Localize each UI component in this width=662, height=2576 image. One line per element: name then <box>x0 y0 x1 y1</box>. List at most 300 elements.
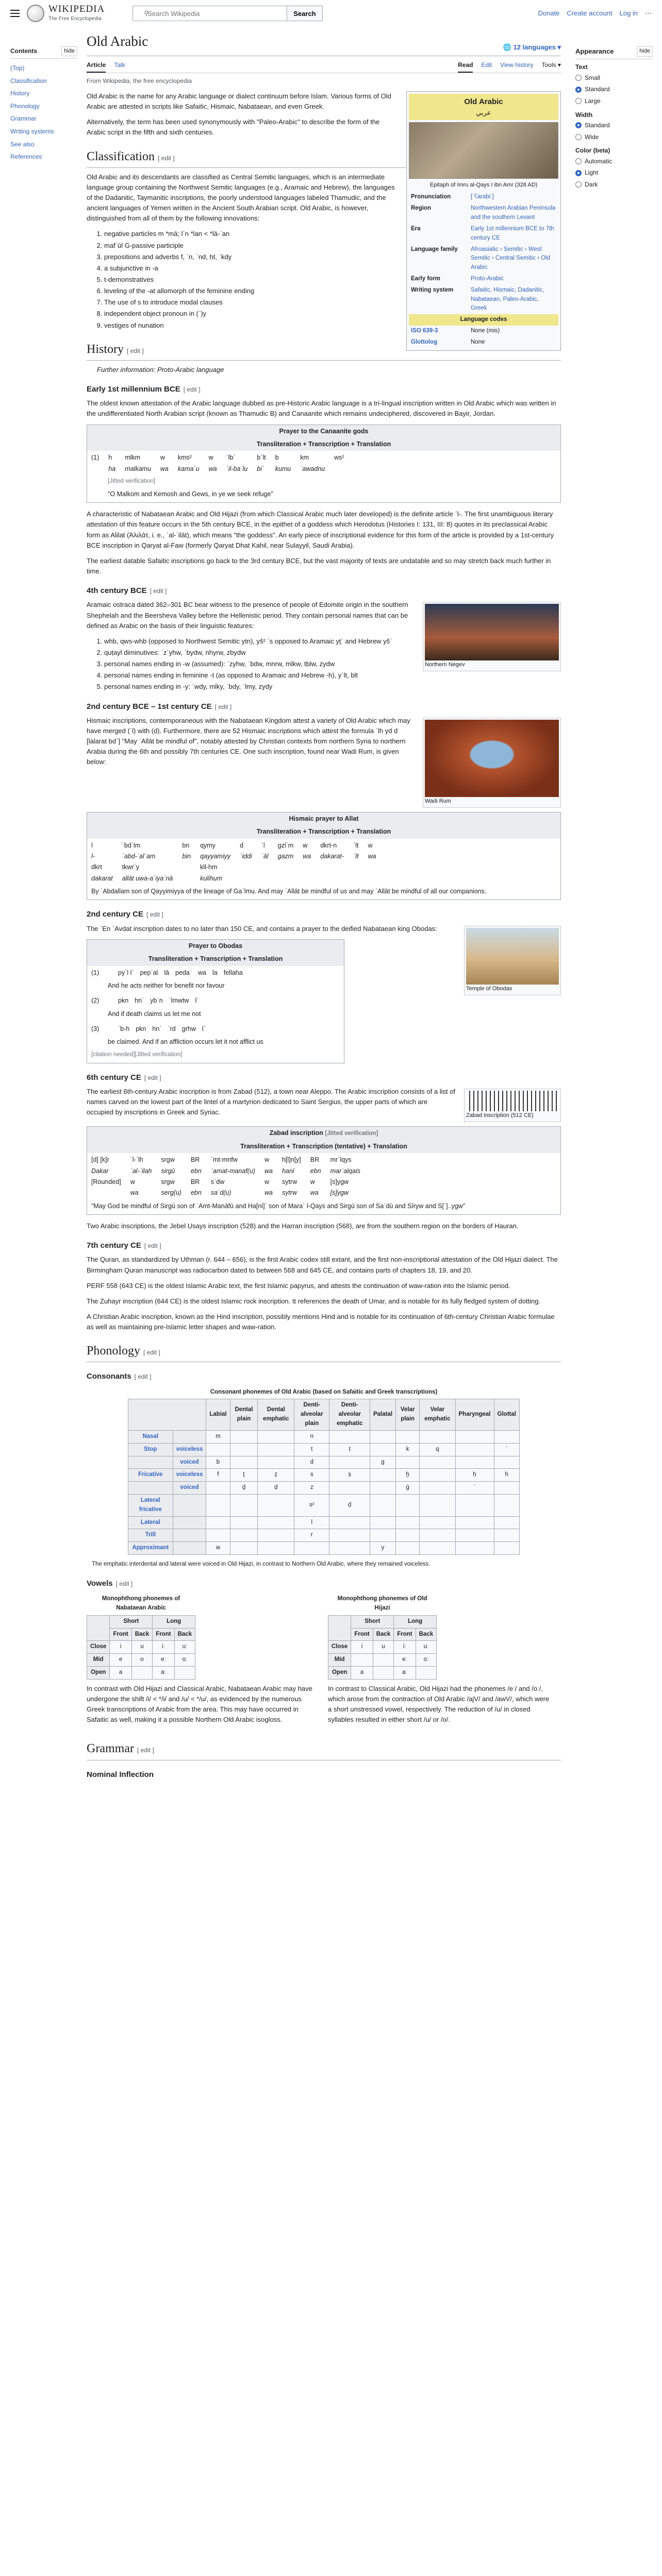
edit-link[interactable]: [ edit ] <box>134 1373 152 1381</box>
gloss-cell: pedaʾ <box>175 969 192 976</box>
box-header: Transliteration + Transcription + Translation <box>87 438 560 451</box>
gloss-cell: pkn <box>136 1025 146 1033</box>
appearance-option[interactable] <box>575 179 653 191</box>
gloss-cell: lā <box>164 969 170 976</box>
manner-label[interactable]: Lateral <box>128 1516 173 1529</box>
list-item: 3. personal names ending in -w (assumed): ʿzyhw, ʿbdw, mnrw, mlkw, tblw, zydw <box>104 659 561 669</box>
option-label: Large <box>585 97 601 105</box>
manner-label[interactable]: Approximant <box>128 1542 173 1555</box>
appearance-hide-button[interactable]: hide <box>637 46 653 57</box>
gloss-cell: sytrw <box>282 1189 297 1197</box>
gloss-cell: l <box>91 841 93 849</box>
site-header <box>0 0 662 27</box>
voicing-label[interactable] <box>173 1494 206 1516</box>
appearance-group-title: Text <box>575 63 588 71</box>
figure-northern-negev <box>423 602 561 671</box>
gloss-cell: ʾl-ʾlh <box>130 1156 143 1164</box>
voicing-label[interactable] <box>173 1516 206 1529</box>
gloss-cell: bn <box>182 841 190 849</box>
table-row <box>128 1516 520 1529</box>
table-row <box>128 1443 520 1456</box>
donate-link[interactable]: Donate <box>538 9 560 17</box>
gloss-cell: BR <box>190 1178 200 1185</box>
phoneme-cell: ḏ <box>230 1482 258 1495</box>
gloss-cell: serg(u) <box>161 1189 181 1197</box>
gloss-cell <box>320 874 344 884</box>
manner-label[interactable] <box>128 1482 173 1495</box>
table-row <box>328 1666 437 1679</box>
gloss-cell: ʿawadnu <box>300 465 325 472</box>
line-translation: And he acts neither for benefit nor favour <box>108 981 225 989</box>
appearance-title: Appearance <box>575 47 614 55</box>
phoneme-cell <box>370 1430 395 1443</box>
search-form <box>133 6 322 21</box>
phoneme-cell <box>396 1516 420 1529</box>
early-paragraph-1: The oldest known attestation of the Arabic language dubbed as pre-Historic Arabic language is a tri-lingual inscription written in Old Arabic which was written in the undifferentiated North Arabian script (known as Thamudic B) and Canaanite which remains undeciphered, discovered in Bayir, Jordan. <box>87 399 556 418</box>
toc-item[interactable]: See also <box>10 140 35 148</box>
column-header: Dental emphatic <box>258 1399 294 1430</box>
infobox-row <box>409 224 558 244</box>
heading-grammar: Grammar [ edit ] <box>87 1739 561 1760</box>
vowel-cell <box>416 1666 437 1679</box>
phoneme-cell: ṣ <box>329 1469 370 1482</box>
vowel-cell: i <box>351 1641 373 1654</box>
gloss-cell: wa <box>130 1189 139 1197</box>
list-item: 4. personal names ending in feminine -t (as opposed to Aramaic and Hebrew -h), yʿlt, blt <box>104 670 561 681</box>
phoneme-cell: m <box>206 1430 230 1443</box>
phoneme-cell <box>230 1542 258 1555</box>
edit-link[interactable]: [ edit ] <box>157 154 175 162</box>
heading-phonology: Phonology [ edit ] <box>87 1342 561 1362</box>
phoneme-cell: k <box>396 1443 420 1456</box>
appearance-option[interactable] <box>575 72 653 84</box>
list-item: 1. negative particles m *mā; lʾn *lan < *lā-ʾan <box>104 229 561 239</box>
vowel-cell: uː <box>416 1641 437 1654</box>
line-translation: And if death claims us let me not <box>108 1010 201 1018</box>
gloss-cell: kms² <box>177 454 192 462</box>
search-button[interactable]: Search <box>287 6 322 21</box>
appearance-option[interactable] <box>575 167 653 179</box>
table-caption: Monophthong phonemes of Old Hijazi <box>337 1596 427 1611</box>
gloss-cell: kamaʿu <box>177 465 200 472</box>
box-title: Prayer to Obodas <box>87 940 344 953</box>
radio-icon[interactable] <box>575 87 582 93</box>
phoneme-cell: ġ <box>396 1482 420 1495</box>
voicing-label[interactable]: voiceless <box>173 1443 206 1456</box>
gloss-cell: sirgū <box>161 1167 175 1175</box>
phoneme-cell <box>455 1494 494 1516</box>
vowel-cell: Open <box>87 1666 110 1679</box>
gloss-cell: ʿlmwtw <box>169 997 189 1005</box>
phoneme-cell <box>420 1542 455 1555</box>
gloss-cell: h <box>108 454 112 462</box>
phoneme-cell <box>420 1516 455 1529</box>
voicing-label[interactable] <box>173 1542 206 1555</box>
gloss-cell: la <box>212 969 218 976</box>
gloss-cell: (2) <box>91 997 100 1005</box>
gloss-cell: wa <box>160 465 169 472</box>
table-row <box>128 1529 520 1542</box>
toc-item[interactable]: Classification <box>10 77 47 84</box>
phoneme-cell <box>329 1542 370 1555</box>
from-wikipedia: From Wikipedia, the free encyclopedia <box>87 77 192 85</box>
phoneme-cell: h <box>494 1469 520 1482</box>
gloss-cell: kumu <box>275 465 291 472</box>
infobox-value[interactable]: Early 1st millennium BCE to 7th century CE <box>471 225 554 241</box>
voicing-label[interactable] <box>173 1529 206 1542</box>
appearance-option[interactable] <box>575 131 653 143</box>
tab-article[interactable]: Article <box>87 58 106 73</box>
vowel-cell: iː <box>153 1641 174 1654</box>
language-codes-header: Language codes <box>409 314 558 326</box>
option-label: Wide <box>585 133 599 141</box>
phoneme-cell <box>370 1494 395 1516</box>
table-row <box>87 1654 195 1667</box>
gloss-cell: w <box>264 1178 269 1185</box>
hismaic-prayer-box <box>87 812 561 901</box>
gloss-cell: hanī <box>282 1167 294 1175</box>
gloss-cell <box>182 874 191 884</box>
radio-icon[interactable] <box>575 158 582 164</box>
gloss-cell: Dakar <box>91 1167 109 1175</box>
gloss-cell: qayyamiyy <box>200 852 231 860</box>
globe-icon <box>27 5 44 22</box>
infobox-value: None <box>471 338 485 345</box>
gloss-cell: ws² <box>334 454 344 462</box>
gloss-cell: w <box>310 1178 315 1185</box>
gloss-cell: sytrw <box>282 1178 297 1185</box>
gloss-cell: ʾil-baʿlu <box>226 465 248 472</box>
phoneme-cell <box>329 1430 370 1443</box>
vowel-cell: o <box>131 1654 153 1667</box>
infobox-row <box>409 337 558 348</box>
infobox-image[interactable] <box>409 122 558 179</box>
gloss-cell: srgw <box>161 1178 175 1185</box>
edit-link[interactable]: [ edit ] <box>127 347 144 354</box>
edit-link[interactable]: [ edit ] <box>214 703 232 710</box>
obodas-image[interactable] <box>466 928 559 985</box>
tab-talk[interactable]: Talk <box>114 61 125 69</box>
7th-paragraph-2: PERF 558 (643 CE) is the oldest Islamic Arabic text, the first Islamic papyrus, and attests the continuation of waw-ration into the Islamic period. <box>87 1281 510 1290</box>
infobox-value[interactable]: [ˈʕarabiː] <box>471 194 494 200</box>
phoneme-cell <box>206 1482 230 1495</box>
infobox-caption: Epitaph of Imru al-Qays I ibn Amr (328 AD) <box>429 182 538 189</box>
phoneme-cell: ṯ <box>230 1469 258 1482</box>
infobox-row <box>409 326 558 337</box>
phoneme-cell: ʾ <box>494 1443 520 1456</box>
radio-icon[interactable] <box>575 170 582 176</box>
wikipedia-logo[interactable] <box>27 4 105 23</box>
list-item: 5. t-demonstratives <box>104 275 561 285</box>
appearance-option[interactable] <box>575 156 653 167</box>
tagline: The Free Encyclopedia <box>48 15 102 22</box>
toc-item[interactable]: History <box>10 90 30 97</box>
phoneme-cell: r <box>294 1529 329 1542</box>
language-count: 12 languages <box>513 43 556 51</box>
vowel-cell: uː <box>174 1641 195 1654</box>
radio-icon[interactable] <box>575 75 582 81</box>
heading-2nd-bce: 2nd century BCE – 1st century CE [ edit ] <box>87 702 232 711</box>
tab-history[interactable]: View history <box>500 61 534 69</box>
phoneme-cell <box>258 1516 294 1529</box>
phoneme-cell: f <box>206 1469 230 1482</box>
main-menu-icon[interactable] <box>10 10 20 17</box>
vowel-cell: aː <box>153 1666 174 1679</box>
gloss-cell: [Rounded] <box>91 1178 121 1185</box>
box-title: Zabad inscription [Jitted verification] <box>87 1127 560 1140</box>
table-row <box>128 1542 520 1555</box>
vowel-cell: a <box>351 1666 373 1679</box>
verification-note: [Jitted verification] <box>325 1130 378 1137</box>
phoneme-cell: ẓ <box>258 1469 294 1482</box>
appearance-group-title: Color (beta) <box>575 147 610 155</box>
phoneme-cell <box>206 1529 230 1542</box>
manner-label[interactable]: Trill <box>128 1529 173 1542</box>
vowel-cell: oː <box>174 1654 195 1667</box>
edit-link[interactable]: [ edit ] <box>115 1580 133 1587</box>
vowel-cell: a <box>110 1666 131 1679</box>
phoneme-cell <box>230 1494 258 1516</box>
2nd-bce-text: Hismaic inscriptions, contemporaneous with the Nabataean Kingdom attest a variety of Old Arabic which may have merged (ʾl) with (d). Furthermore, there are 52 Hismaic inscriptions which attest the formula ʾlh yd d [lalarat bdʾ] "May ʾAllāt be mindful of", notably attested by Christian contexts from northern Syria to northern Arabia during the 6th and possibly 7th centuries CE. One such inscription, found near Wadi Rum, is given below: <box>87 716 410 766</box>
infobox-value[interactable]: Proto-Arabic <box>471 275 504 282</box>
zabad-image[interactable] <box>466 1091 559 1111</box>
voicing-label[interactable]: voiced <box>173 1456 206 1469</box>
gloss-cell: gzlʾm <box>277 841 294 849</box>
gloss-cell: ʾāl <box>261 852 269 860</box>
gloss-cell <box>240 862 252 872</box>
infobox-value[interactable]: Northwestern Arabian Peninsula and the southern Levant <box>471 205 556 221</box>
gloss-cell <box>91 464 99 474</box>
gloss-cell: ʿabd-ʾalʾam <box>122 852 156 860</box>
gloss-cell: (3) <box>91 1025 100 1033</box>
phoneme-cell <box>230 1430 258 1443</box>
gloss-cell: ʾlt <box>353 852 359 860</box>
appearance-option[interactable] <box>575 83 653 95</box>
vowel-cell: u <box>131 1641 153 1654</box>
translation: "May God be mindful of Sirgū son of ʾAmt-Manāfū and Ha[ni]ʾ son of Maraʾ l-Qays and Sirgū son of Saʿdū and Sīryw and S[ʿ]..ygw" <box>91 1202 466 1210</box>
edit-link[interactable]: [ edit ] <box>183 386 201 394</box>
heading-6th-century: 6th century CE [ edit ] <box>87 1073 161 1082</box>
tab-edit[interactable]: Edit <box>481 61 492 69</box>
phoneme-cell <box>494 1494 520 1516</box>
phoneme-cell <box>258 1456 294 1469</box>
nabataean-vowels <box>87 1592 313 1730</box>
vowel-cell: aː <box>394 1666 416 1679</box>
edit-link[interactable]: [ edit ] <box>144 1074 161 1081</box>
gloss-cell: ʾb-h <box>118 1025 130 1033</box>
create-account-link[interactable]: Create account <box>567 9 613 17</box>
table-row <box>87 1641 195 1654</box>
gloss-cell: w <box>264 1156 269 1164</box>
manner-label[interactable]: Fricative <box>128 1469 173 1482</box>
phoneme-cell <box>494 1482 520 1495</box>
gloss-cell <box>240 874 252 884</box>
gloss-cell: ʾl <box>261 841 265 849</box>
phoneme-cell: ḫ <box>396 1469 420 1482</box>
table-row <box>328 1654 437 1667</box>
manner-label[interactable]: Lateral fricative <box>128 1494 173 1516</box>
negev-image[interactable] <box>425 604 559 660</box>
gloss-cell: d <box>240 841 244 849</box>
figure-temple-obodas <box>464 926 561 995</box>
wadi-rum-image[interactable] <box>425 720 559 797</box>
voicing-label[interactable] <box>173 1430 206 1443</box>
toc-item[interactable]: Grammar <box>10 115 37 123</box>
phoneme-cell <box>420 1430 455 1443</box>
gloss-cell <box>182 862 191 872</box>
canaanite-prayer-box <box>87 425 561 503</box>
figure-caption: Wadi Rum <box>425 798 451 804</box>
phoneme-cell <box>294 1542 329 1555</box>
option-label: Light <box>585 169 599 177</box>
voicing-label[interactable]: voiced <box>173 1482 206 1495</box>
radio-icon[interactable] <box>575 134 582 140</box>
login-link[interactable]: Log in <box>619 9 638 17</box>
phoneme-cell <box>455 1542 494 1555</box>
gloss-cell: dkrt-n <box>320 841 337 849</box>
toc-hide-button[interactable]: hide <box>61 46 77 56</box>
box-header: Transliteration + Transcription + Translation <box>87 825 560 838</box>
phoneme-cell: ḍ <box>258 1482 294 1495</box>
phoneme-cell <box>494 1542 520 1555</box>
language-button[interactable]: 🌐 12 languages ▾ <box>503 43 561 51</box>
gloss-cell: dakarat- <box>320 852 344 860</box>
phoneme-cell <box>370 1482 395 1495</box>
edit-link[interactable]: [ edit ] <box>143 1349 160 1357</box>
gloss-cell: lʾ <box>202 1025 206 1033</box>
gloss-cell: h[l]n[y] <box>282 1156 301 1164</box>
option-label: Automatic <box>585 157 613 165</box>
gloss-cell: ʾlt <box>353 841 359 849</box>
phoneme-cell: t <box>294 1443 329 1456</box>
voicing-label[interactable]: voiceless <box>173 1469 206 1482</box>
column-header: Pharyngeal <box>455 1399 494 1430</box>
intro-paragraph-2: Alternatively, the term has been used synonymously with "Paleo-Arabic" to describe the form of the Arabic script in the fifth and sixth centuries. <box>87 118 380 137</box>
manner-label[interactable]: Stop <box>128 1443 173 1456</box>
6th-century-text-2: Two Arabic inscriptions, the Jebel Usays inscription (528) and the Harran inscription (568), are from the southern region on the borders of Hauran. <box>87 1222 519 1230</box>
tab-read[interactable]: Read <box>458 58 473 73</box>
radio-icon[interactable] <box>575 122 582 128</box>
phoneme-cell: ḥ <box>455 1469 494 1482</box>
vowel-table: Monophthong phonemes of Nabataean Arabic Short Long Front Back Front Back Close i u iː uː Mid e o eː oː Open a aː <box>87 1592 195 1680</box>
more-icon[interactable]: ⋯ <box>645 9 652 17</box>
manner-label[interactable] <box>128 1456 173 1469</box>
gloss-cell: ʾlbʾ <box>226 454 236 462</box>
radio-icon[interactable] <box>575 181 582 188</box>
phoneme-cell <box>258 1443 294 1456</box>
toc-item[interactable]: References <box>10 153 42 161</box>
obodas-prayer-box <box>87 939 344 1063</box>
gloss-cell: wa <box>208 465 217 472</box>
phoneme-cell <box>420 1529 455 1542</box>
list-item: 9. vestiges of nunation <box>104 320 561 331</box>
phoneme-cell <box>494 1456 520 1469</box>
gloss-cell: pepʿal <box>140 969 158 976</box>
edit-link[interactable]: [ edit ] <box>146 911 163 919</box>
gloss-cell: biʿ <box>257 465 264 472</box>
infobox-key: Writing system <box>411 286 454 293</box>
table-row <box>87 1666 195 1679</box>
phoneme-cell: n <box>294 1430 329 1443</box>
phoneme-cell <box>258 1430 294 1443</box>
inscription-line <box>87 994 344 1008</box>
gloss-cell: kulihum <box>200 874 223 882</box>
edit-link[interactable]: [ edit ] <box>137 1747 154 1754</box>
search-input[interactable] <box>133 6 287 21</box>
column-header: Dental plain <box>230 1399 258 1430</box>
gloss-cell: wa <box>198 969 207 976</box>
gloss-cell: (1) <box>91 454 100 462</box>
tab-tools[interactable]: Tools ▾ <box>541 61 561 69</box>
gloss-cell: ybʿn <box>150 997 163 1005</box>
2nd-ce-text: The ʿEn ʿAvdat inscription dates to no later than 150 CE, and contains a prayer to the deified Nabataean king Obodas: <box>87 924 437 933</box>
option-label: Standard <box>585 86 610 93</box>
gloss-cell: tkwrʾy <box>122 863 140 871</box>
infobox-key[interactable]: Glottolog <box>411 338 438 345</box>
manner-label[interactable]: Nasal <box>128 1430 173 1443</box>
4th-century-text: Aramaic ostraca dated 362–301 BC bear witness to the presence of people of Edomite origin in the southern Shephelah and the Beersheva Valley before the Hellenistic period. They contain personal names that can be defined as Arabic on the basis of their linguistic features: <box>87 601 408 630</box>
figure-wadi-rum <box>423 718 561 808</box>
gloss-cell: w <box>208 454 213 462</box>
column-header: Palatal <box>370 1399 395 1430</box>
infobox-value[interactable]: Afroasiatic › Semitic › West Semitic › Central Semitic › Old Arabic <box>471 246 551 271</box>
consonant-note: The emphatic interdental and lateral were voiced in Old Hijazi, in contrast to Northern Old Arabic, where they remained voiceless. <box>92 1561 431 1568</box>
gloss-cell: ha <box>108 465 116 472</box>
table-row <box>128 1456 520 1469</box>
toc-item[interactable]: Writing systems <box>10 128 54 135</box>
edit-link[interactable]: [ edit ] <box>150 587 167 595</box>
infobox-key[interactable]: ISO 639-3 <box>411 328 438 334</box>
vowel-cell <box>373 1666 394 1679</box>
gloss-cell: dakarat <box>91 874 113 882</box>
phoneme-cell <box>455 1443 494 1456</box>
gloss-cell: b <box>275 454 279 462</box>
heading-7th-century: 7th century CE [ edit ] <box>87 1241 161 1250</box>
gloss-cell <box>261 862 269 872</box>
gloss-cell <box>91 1188 121 1198</box>
phoneme-cell <box>396 1430 420 1443</box>
gloss-cell: ʾrd <box>168 1025 176 1033</box>
gloss-cell: kll-hm <box>200 863 218 871</box>
column-header: Denti-alveolar emphatic <box>329 1399 370 1430</box>
gloss-cell <box>320 862 344 872</box>
phoneme-cell: w <box>206 1542 230 1555</box>
appearance-option[interactable] <box>575 95 653 107</box>
gloss-cell <box>368 862 376 872</box>
list-item: 3. prepositions and adverbs f, ʿn, ʿnd, ḥt, ʿkdy <box>104 252 561 262</box>
7th-paragraph-1: The Quran, as standardized by Uthman (r. 644 – 656), is the first Arabic codex still extant, and the first non-inscriptional attestation of the Old Hijazi dialect. The Birmingham Quran manuscript was radiocarbon dated to between 568 and 645 CE, and contains parts of chapters 18, 19, and 20. <box>87 1256 558 1274</box>
heading-4th-century: 4th century BCE [ edit ] <box>87 586 167 596</box>
radio-icon[interactable] <box>575 98 582 104</box>
heading-vowels: Vowels [ edit ] <box>87 1579 133 1588</box>
gloss-cell: marʾalqais <box>330 1167 360 1175</box>
gloss-cell: hnʾ <box>135 997 144 1005</box>
phoneme-cell: z <box>294 1482 329 1495</box>
edit-link[interactable]: [ edit ] <box>144 1242 161 1250</box>
box-header: Transliteration + Transcription + Translation <box>87 953 344 965</box>
toc-item[interactable]: Phonology <box>10 102 40 110</box>
vowel-text: In contrast with Old Hijazi and Classical Arabic, Nabataean Arabic may have undergone the shift /i/ < */i/ and /u/ < */u/, as evidenced by the numerous Greek transcriptions of Arabic from the area. This may have occurred in Safaitic as well, making it a possible Northern Old Arabic isogloss. <box>87 1684 312 1724</box>
infobox-row <box>409 244 558 274</box>
phoneme-cell <box>370 1443 395 1456</box>
option-label: Small <box>585 74 601 81</box>
infobox-value[interactable]: Safaitic, Hismaic, Dadanitic, Nabataean, Paleo-Arabic, Greek <box>471 286 544 312</box>
phoneme-cell <box>230 1529 258 1542</box>
appearance-option[interactable] <box>575 120 653 131</box>
toc-item[interactable]: (Top) <box>10 64 25 72</box>
column-header: Velar plain <box>396 1399 420 1430</box>
gloss-cell: wa <box>264 1167 273 1175</box>
